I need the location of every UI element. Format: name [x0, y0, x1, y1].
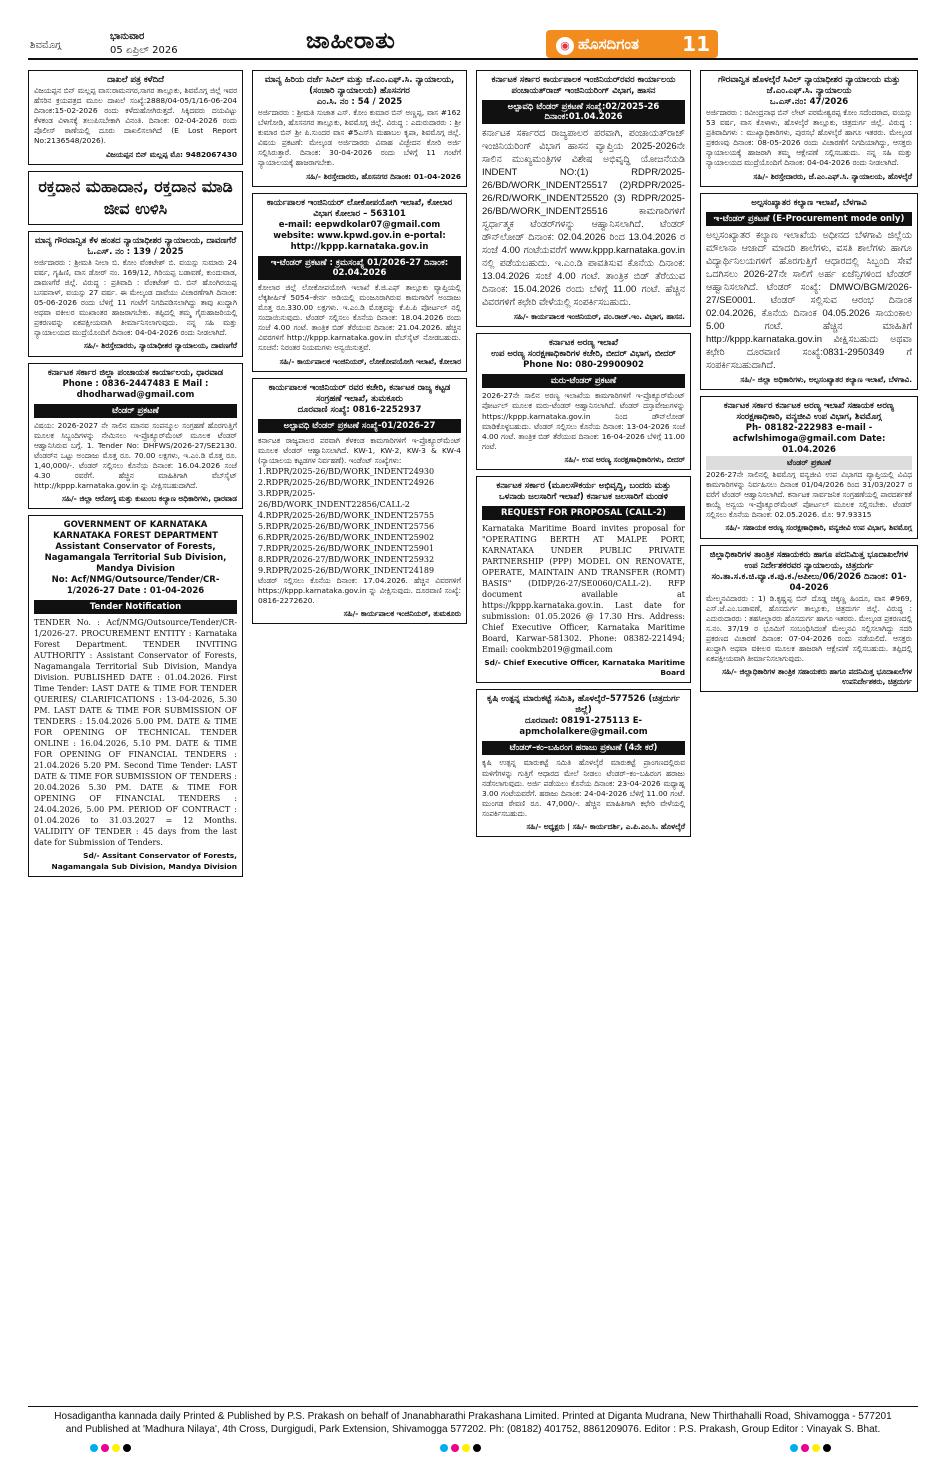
- indent-item: 7.RDPR/2025-26/BD/WORK_INDENT25901: [258, 543, 435, 553]
- registration-dot: [101, 1444, 109, 1452]
- imprint-footer: [28, 1406, 918, 1436]
- notice-body: ಕರ್ನಾಟಕ ಸರ್ಕಾರದ ರಾಜ್ಯಪಾಲರ ಪರವಾಗಿ, ಪಂಚಾಯತ್‌ರಾಜ್ ಇಂಜಿನಿಯರಿಂಗ್ ವಿಭಾಗ ಹಾಸನ ವ್ಯಾಪ್ತಿಯ 2025-2026ನೇ ಸಾಲಿನ ಮುಖ್ಯಮಂತ್ರಿಗಳ ವಿಶೇಷ ಅಭಿವೃದ್ಧಿ ಯೋಜನೆಯಡಿ INDENT NO:(1) RDPR/2025-26/BD/WORK_INDENT25517 (2)RDPR/2025-26/RD/WORK_INDENT25520 (3) RDPR/2025-26/BD/WORK_INDENT25516 ಕಾಮಗಾರಿಗಳಿಗೆ ಸ್ವರ್ಧಾತ್ಮಕ ಟೆಂಡರ್‌ಗಳನ್ನು ಆಹ್ವಾನಿಸಲಾಗಿದೆ. ಟೆಂಡರ್ ಡೌನ್‌ಲೋಡ್ ದಿನಾಂಕ: 02.04.2026 ರಿಂದ 13.04.2026 ರ ಸಂಜೆ 4.00 ಗಂಟೆಯವರೆಗೆ www.kppp.karnataka.gov.in ನಲ್ಲಿ ಪಡೆಯಬಹುದು. ಇ.ಎಂ.ಡಿ ಪಾವತಿಸುವ ಕೊನೆಯ ದಿನಾಂಕ: 13.04.2026 ಸಂಜೆ 4.00 ಗಂಟೆ. ತಾಂತ್ರಿಕ ಬಿಡ್ ತೆರೆಯುವ ದಿನಾಂಕ: 15.04.2026 ರಂದು ಬೆಳಿಗ್ಗೆ 11.00 ಗಂಟೆ. ಹೆಚ್ಚಿನ ವಿವರಗಳಿಗೆ ಕಛೇರಿ ವೇಳೆಯಲ್ಲಿ ಸಂಪರ್ಕಿಸಬಹುದು.: [482, 128, 685, 309]
- notice-banner: ಅಲ್ಪಾವಧಿ ಟೆಂಡರ್ ಪ್ರಕಟಣೆ ಸಂಖ್ಯೆ-01/2026-27: [258, 419, 461, 433]
- notice-subheading: Phone : 0836-2447483 E Mail : dhodharwad@gmail.com: [62, 378, 209, 400]
- notice-heading: ಜಿಲ್ಲಾಧಿಕಾರಿಗಳ ತಾಂತ್ರಿಕ ಸಹಾಯಕರು ಹಾಗೂ ಪದನಿಮಿತ್ತ ಭೂದಾಖಲೆಗಳ ಉಪ ನಿರ್ದೇಶಕರವರ ನ್ಯಾಯಾಲಯ, ಚಿತ್ರದುರ್ಗ: [709, 549, 909, 571]
- notice-body: ಕೃಷಿ ಉತ್ಪನ್ನ ಮಾರುಕಟ್ಟೆ ಸಮಿತಿ ಹೊಳಲ್ಕೆರೆ ಮಾರುಕಟ್ಟೆ ಪ್ರಾಂಗಣದಲ್ಲಿರುವ ಮಳಿಗೆಗಳನ್ನು ಗುತ್ತಿಗೆ ಆಧಾರದ ಮೇಲೆ ನೀಡಲು ಟೆಂಡರ್–ಕಂ–ಬಹಿರಂಗ ಹರಾಜು ನಡೆಸಲಾಗುವುದು. ಅರ್ಜಿ ಪಡೆಯಲು ಕೊನೆಯ ದಿನಾಂಕ: 23-04-2026 ಮಧ್ಯಾಹ್ನ 3.00 ಗಂಟೆಯವರೆಗೆ. ಹರಾಜು ದಿನಾಂಕ: 24-04-2026 ಬೆಳಿಗ್ಗೆ 11.00 ಗಂಟೆ. ಮುಂಗಡ ಠೇವಣಿ ರೂ. 47,000/-. ಹೆಚ್ಚಿನ ಮಾಹಿತಿಗಾಗಿ ಕಛೇರಿ ವೇಳೆಯಲ್ಲಿ ಸಂಪರ್ಕಿಸಬಹುದು.: [482, 758, 685, 818]
- notice-subheading: No: Acf/NMG/Outsource/Tender/CR-1/2026-27 Date : 01-04-2026: [51, 575, 220, 597]
- notice-signature: ಸಹಿ/- ಶಿರಸ್ತೇದಾರರು, ಹೊಸನಗರ ದಿನಾಂಕ: 01-04-2026: [306, 171, 461, 181]
- registration-dot: [473, 1444, 481, 1452]
- notice-subheading: ಉಪ ಅರಣ್ಯ ಸಂರಕ್ಷಣಾಧಿಕಾರಿಗಳ ಕಚೇರಿ, ಬೀದರ್ ವಿಭಾಗ, ಬೀದರ್ Phone No: 080-29900902: [491, 349, 676, 371]
- indent-item: 6.RDPR/2025-26/BD/WORK_INDENT25902: [258, 532, 435, 542]
- notice-box: [476, 689, 691, 837]
- notice-body: ಅಲ್ಪಸಂಖ್ಯಾತರ ಕಲ್ಯಾಣ ಇಲಾಖೆಯ ಅಧೀನದ ಬೆಳಗಾವಿ ಜಿಲ್ಲೆಯ ಮೌಲಾನಾ ಆಜಾದ್ ಮಾದರಿ ಶಾಲೆಗಳು, ವಸತಿ ಶಾಲೆಗಳು ಹಾಗೂ ವಿದ್ಯಾರ್ಥಿನಿಲಯಗಳಿಗೆ ಹೊರಗುತ್ತಿಗೆ ಆಧಾರದಲ್ಲಿ ಸಿಬ್ಬಂದಿ ಸೇವೆ ಒದಗಿಸಲು 2026-27ನೇ ಸಾಲಿಗೆ ಅರ್ಹ ಏಜೆನ್ಸಿಗಳಿಂದ ಟೆಂಡರ್ ಆಹ್ವಾನಿಸಲಾಗಿದೆ. ಟೆಂಡರ್ ಸಂಖ್ಯೆ: DMWO/BGM/2026-27/SE0001. ಟೆಂಡರ್ ಸಲ್ಲಿಸುವ ಆರಂಭ ದಿನಾಂಕ 02.04.2026, ಕೊನೆಯ ದಿನಾಂಕ 04.05.2026 ಸಾಯಂಕಾಲ 5.00 ಗಂಟೆ. ಹೆಚ್ಚಿನ ಮಾಹಿತಿಗೆ http://kppp.karnataka.gov.in ವೀಕ್ಷಿಸಬಹುದು ಅಥವಾ ಕಛೇರಿ ದೂರವಾಣಿ ಸಂಖ್ಯೆ:0831-2950349 ಗೆ ಸಂಪರ್ಕಿಸಬಹುದಾಗಿದೆ.: [706, 229, 912, 371]
- notice-body: ಟೆಂಡರ್ ಸಲ್ಲಿಸಲು ಕೊನೆಯ ದಿನಾಂಕ: 17.04.2026. ಹೆಚ್ಚಿನ ವಿವರಗಳಿಗೆ https://kppp.karnataka.gov.in ನ್ನು ವೀಕ್ಷಿಸುವುದು. ದೂರವಾಣಿ ಸಂಖ್ಯೆ: 0816-2272620.: [258, 575, 461, 606]
- notice-signature: ಸಹಿ/- ಶಿರಸ್ತೇದಾರರು, ನ್ಯಾಯಾಧೀಶರ ನ್ಯಾಯಾಲಯ, ದಾವಣಗೆರೆ: [83, 341, 237, 351]
- notice-box: [700, 396, 918, 539]
- notice-signature: Sd/- Assitant Conservator of Forests, Nagamangala Sub Division, Mandya Division: [51, 851, 237, 871]
- notice-body: ಅರ್ಜಿದಾರರು : ಶ್ರೀಮತಿ ಸುಜಾತ ಎಸ್. ಕೋಂ ಕುಮಾರ ಬಿನ್ ಅಣ್ಣಪ್ಪ, ವಾಸ #162 ಬೆಳಗೋಡಿ, ಹೊಸನಗರ ತಾಲ್ಲೂಕು, ಶಿವಮೊಗ್ಗ ಜಿಲ್ಲೆ. ವಿರುದ್ಧ : ಎದುರುದಾರರು : ಶ್ರೀ ಕುಮಾರ ಬಿನ್ ಶ್ರೀ ಪಿ.ಸುಂದರ ವಾಸ #5ಎಸ್‌ಸಿ ಮಹಾಬಲ ಕೃಪಾ, ಶಿವಮೊಗ್ಗ ಜಿಲ್ಲೆ. ವಿಷಯ ಪ್ರಕಟಣೆ: ಮೇಲ್ಕಂಡ ಅರ್ಜಿದಾರರು ವಿವಾಹ ವಿಚ್ಛೇದನ ಕೋರಿ ಅರ್ಜಿ ಸಲ್ಲಿಸಿರುತ್ತಾರೆ. ದಿನಾಂಕ: 30-04-2026 ರಂದು ಬೆಳಿಗ್ಗೆ 11 ಗಂಟೆಗೆ ನ್ಯಾಯಾಲಯಕ್ಕೆ ಹಾಜರಾಗಬೇಕು.: [258, 108, 461, 168]
- notice-banner: REQUEST FOR PROPOSAL (CALL-2): [482, 506, 685, 520]
- indent-item: 5.RDPR/2025-26/BD/WORK_INDENT25756: [258, 521, 435, 531]
- notice-body: ಮೇಲ್ಮನವಿದಾರರು : 1) ಡಿ.ಕೃಷ್ಣಪ್ಪ ಬಿನ್ ದೊಡ್ಡ ಚಿಕ್ಕಣ್ಣ ಹಿಂದೂ, ವಾಸ #969, ಎಸ್.ಜೆ.ಎಂ.ಬಡಾವಣೆ, ಹೊಸದುರ್ಗ ತಾಲ್ಲೂಕು, ಚಿತ್ರದುರ್ಗ ಜಿಲ್ಲೆ. ವಿರುದ್ಧ : ಎದುರುದಾರರು : ತಹಸೀಲ್ದಾರರು ಹೊಸದುರ್ಗ ಹಾಗೂ ಇತರರು. ಮೇಲ್ಕಂಡ ಪ್ರಕರಣದಲ್ಲಿ ಸ.ನಂ. 37/19 ರ ಭೂಮಿಗೆ ಸಂಬಂಧಿಸಿದಂತೆ ಮೇಲ್ಮನವಿ ಸಲ್ಲಿಸಲಾಗಿದ್ದು ಸದರಿ ಪ್ರಕರಣದ ವಿಚಾರಣೆ ದಿನಾಂಕ: 07-04-2026 ರಂದು ನಡೆಯಲಿದೆ. ಆಸಕ್ತರು ಖುದ್ದಾಗಿ ಅಥವಾ ವಕೀಲರ ಮೂಲಕ ಹಾಜರಾಗಿ ಆಕ್ಷೇಪಣೆ ಸಲ್ಲಿಸಬಹುದು. ತಪ್ಪಿದಲ್ಲಿ ಏಕಪಕ್ಷೀಯವಾಗಿ ತೀರ್ಮಾನಿಸಲಾಗುವುದು.: [706, 593, 912, 664]
- registration-marks-left: [90, 1444, 131, 1452]
- registration-dot: [790, 1444, 798, 1452]
- logo-emblem-icon: ◉: [556, 37, 574, 55]
- notice-box: [700, 70, 918, 187]
- notice-subheading: ದೂರವಾಣಿ: 08191-275113 E-apmcholalkere@gmail.com: [519, 716, 648, 738]
- notice-signature: ಸಹಿ/- ಶಿರಸ್ತೇದಾರರು, ಜೆ.ಎಂ.ಎಫ್.ಸಿ. ನ್ಯಾಯಾಲಯ, ಹೊಳಲ್ಕೆರೆ: [753, 171, 912, 181]
- notice-signature: ಸಹಿ/- ಜಿಲ್ಲಾಧಿಕಾರಿಗಳ ತಾಂತ್ರಿಕ ಸಹಾಯಕರು ಹಾಗೂ ಪದನಿಮಿತ್ತ ಭೂದಾಖಲೆಗಳ ಉಪನಿರ್ದೇಶಕರು, ಚಿತ್ರದುರ್ಗ: [722, 667, 912, 687]
- notice-banner: ಟೆಂಡರ್–ಕಂ–ಬಹಿರಂಗ ಹರಾಜು ಪ್ರಕಟಣೆ (4ನೇ ಕರೆ): [482, 741, 685, 755]
- notice-signature: ಸಹಿ/- ಕಾರ್ಯಪಾಲಕ ಇಂಜಿನಿಯರ್, ತುಮಕೂರು: [343, 609, 461, 619]
- date-block: [110, 30, 178, 58]
- notice-banner: ಇ-ಟೆಂಡರ್ ಪ್ರಕಟಣೆ : ಕ್ರಮಸಂಖ್ಯೆ 01/2026-27 ದಿನಾಂಕ: 02.04.2026: [258, 256, 461, 280]
- registration-dot: [462, 1444, 470, 1452]
- indent-item: 9.RDPR/2025-26/BD/WORK_INDENT24189: [258, 565, 435, 575]
- notice-box: [700, 193, 918, 390]
- notice-body-english: Karnataka Maritime Board invites proposal for "OPERATING BERTH AT MALPE PORT, KARNATAKA UNDER PUBLIC PRIVATE PARTNERSHIP (PPP) MODEL ON RENOVATE, OPERATE, MAINTAIN AND TRANSFER (ROMT) BASIS" (DIDP/26-27/SE0060/CALL-2). RFP document available at https://kppp.karnataka.gov.in. Last date for submission: 01.05.2026 @ 17.30 Hrs. Address: Chief Executive Officer, Karnataka Maritime Board, Karwar-581302. Phone: 08382-221494; Email: cookmb2019@gmail.com: [482, 524, 685, 655]
- registration-marks-center: [440, 1444, 481, 1452]
- column-3: [476, 70, 691, 843]
- notice-heading: ಗೌರವಾನ್ವಿತ ಹೊಳಲ್ಕೆರೆ ಸಿವಿಲ್ ನ್ಯಾಯಾಧೀಶರ ನ್ಯಾಯಾಲಯ ಮತ್ತು ಜೆ.ಎಂ.ಎಫ್.ಸಿ. ನ್ಯಾಯಾಲಯ: [717, 75, 900, 96]
- indent-item: 1.RDPR/2025-26/BD/WORK_INDENT24930: [258, 466, 435, 476]
- column-1: [28, 70, 243, 883]
- column-4: [700, 70, 918, 698]
- notice-signature: ಸಹಿ/- ಜಿಲ್ಲಾ ಅಧಿಕಾರಿಗಳು, ಅಲ್ಪಸಂಖ್ಯಾತರ ಕಲ್ಯಾಣ ಇಲಾಖೆ, ಬೆಳಗಾವಿ.: [740, 374, 912, 384]
- notice-heading: ಕರ್ನಾಟಕ ಅರಣ್ಯ ಇಲಾಖೆ: [548, 338, 619, 349]
- notice-box: [28, 70, 243, 165]
- notice-body: ಅರ್ಜಿದಾರರು : ರವೀಂದ್ರನಾಥ ಬಿನ್ ಲೇಟ್ ಪರಮೇಶ್ವರಪ್ಪ ಕೋಂ ಸದೆಂದರಾದ, ವಯಸ್ಸು 53 ವರ್ಷ, ವಾಸ ಕೊಳಾಳು, ಹೊಳಲ್ಕೆರೆ ತಾಲ್ಲೂಕು, ಚಿತ್ರದುರ್ಗ ಜಿಲ್ಲೆ. ವಿರುದ್ಧ : ಪ್ರತಿವಾದಿಗಳು : ಮುಖ್ಯಾಧಿಕಾರಿಗಳು, ಪುರಸಭೆ ಹೊಳಲ್ಕೆರೆ ಹಾಗೂ ಇತರರು. ಮೇಲ್ಕಂಡ ಪ್ರಕರಣವು ದಿನಾಂಕ: 08-05-2026 ರಂದು ವಿಚಾರಣೆಗೆ ನಿಗದಿಯಾಗಿದ್ದು, ಆಸಕ್ತರು ನ್ಯಾಯಾಲಯಕ್ಕೆ ಹಾಜರಾಗಿ ತಮ್ಮ ಆಕ್ಷೇಪಣೆ ಸಲ್ಲಿಸಬಹುದು. ನನ್ನ ಸಹಿ ಮತ್ತು ನ್ಯಾಯಾಲಯದ ಮುದ್ರೆಯೊಂದಿಗೆ ದಿನಾಂಕ: 04-04-2026 ರಂದು ನೀಡಲಾಗಿದೆ.: [706, 108, 912, 168]
- newspaper-logo: [546, 30, 718, 58]
- imprint-line-1: Hosadigantha kannada daily Printed & Published by P.S. Prakash on behalf of Jnanabharathi Prakashana Limited. Printed at Diganta Mudrana, New Thirthahalli Road, Shivamogga - 577201: [54, 1411, 892, 1422]
- notice-signature: ವಿಜಯಪ್ಪನ ಬಿನ್ ಮಲ್ಲಪ್ಪ ಮೊ: 9482067430: [106, 149, 237, 159]
- notice-banner: ಇ-ಟೆಂಡರ್ ಪ್ರಕಟಣೆ (E-Procurement mode only): [706, 212, 912, 226]
- notice-heading: ಕರ್ನಾಟಕ ಸರ್ಕಾರ ಜಿಲ್ಲಾ ಪಂಚಾಯತ ಕಾರ್ಯಾಲಯ, ಧಾರವಾಡ: [47, 367, 224, 378]
- notice-box: [28, 515, 243, 876]
- registration-dot: [123, 1444, 131, 1452]
- indent-item: 4.RDPR/2025-26/BD/WORK_INDENT25755: [258, 510, 435, 520]
- notice-label: ಟೆಂಡರ್ ಪ್ರಕಟಣೆ: [706, 456, 912, 470]
- notice-body: ಅರ್ಜಿದಾರರು : ಶ್ರೀಮತಿ ನೀಲಾ ಬಿ. ಕೋಂ ವೆಂಕಟೇಶ್ ಬಿ. ವಯಸ್ಸು ಸುಮಾರು 24 ವರ್ಷ, ಗೃಹಿಣಿ, ವಾಸ ಡೋರ್ ನಂ. 169/12, ಗಿರಿಯಪ್ಪ ಬಡಾವಣೆ, ಕುಂದುವಾಡ, ದಾವಣಗೆರೆ ಜಿಲ್ಲೆ. ವಿರುದ್ಧ : ಪ್ರತಿವಾದಿ : ವೆಂಕಟೇಶ್ ಬಿ. ಬಿನ್ ಹೊಂಗಿರಯಪ್ಪ ಬಸವನಾಳ್, ವಯಸ್ಸು 27 ವರ್ಷ. ಈ ಮೇಲ್ಕಂಡ ದಾವೆಯು ವಿಚಾರಣೆಗಾಗಿ ದಿನಾಂಕ: 05-06-2026 ರಂದು ಬೆಳಿಗ್ಗೆ 11 ಗಂಟೆಗೆ ನಿಗದಿಪಡಿಸಲಾಗಿದ್ದು ತಾವು ಖುದ್ದಾಗಿ ಅಥವಾ ವಕೀಲರ ಮುಖಾಂತರ ಹಾಜರಾಗಬೇಕು. ತಪ್ಪಿದಲ್ಲಿ ತಮ್ಮ ಗೈರುಹಾಜರಿಯಲ್ಲಿ ಪ್ರಕರಣವನ್ನು ಏಕಪಕ್ಷೀಯವಾಗಿ ತೀರ್ಮಾನಿಸಲಾಗುವುದು. ನನ್ನ ಸಹಿ ಮತ್ತು ನ್ಯಾಯಾಲಯದ ಮುದ್ರೆಯೊಂದಿಗೆ ದಿನಾಂಕ: 04-04-2026 ರಂದು ನೀಡಲಾಗಿದೆ.: [34, 257, 237, 338]
- masthead: [28, 28, 918, 60]
- notice-heading: ಅಲ್ಪಸಂಖ್ಯಾತರ ಕಲ್ಯಾಣ ಇಲಾಖೆ, ಬೆಳಗಾವಿ: [751, 197, 867, 208]
- notice-heading: ದಾಖಲೆ ಪತ್ರ ಕಳೆದಿದೆ: [107, 75, 164, 85]
- notice-box: [252, 378, 467, 625]
- notice-body: ವಿಷಯ: 2026-2027 ನೇ ಸಾಲಿನ ಮಾನವ ಸಂಪನ್ಮೂಲ ಸಂಗ್ರಹಣೆ ಹೊರಗುತ್ತಿಗೆ ಮೂಲಕ ಸಿಬ್ಬಂದಿಗಳನ್ನು ನೇಮಿಸಲು ಇ-ಪ್ರೊಕ್ಯೂರ್‌ಮೆಂಟ್ ಮೂಲಕ ಟೆಂಡರ್ ಆಹ್ವಾನಿಸಿರುವ ಬಗ್ಗೆ. 1. Tender No: DHFWS/2026-27/SE2130. ಟೆಂಡರ್‌ನ ಒಟ್ಟು ಅಂದಾಜು ಮೊತ್ತ ರೂ. 70.00 ಲಕ್ಷಗಳು, ಇ.ಎಂ.ಡಿ ಮೊತ್ತ ರೂ. 1,40,000/-. ಟೆಂಡರ್ ಸಲ್ಲಿಸಲು ಕೊನೆಯ ದಿನಾಂಕ: 16.04.2026 ಸಂಜೆ 4.30 ರವರೆಗೆ. ಹೆಚ್ಚಿನ ಮಾಹಿತಿಗಾಗಿ ವೆಬ್‌ಸೈಟ್ http://kppp.karnataka.gov.in ನ್ನು ವೀಕ್ಷಿಸಬಹುದಾಗಿದೆ.: [34, 420, 237, 491]
- registration-dot: [823, 1444, 831, 1452]
- notice-box: [28, 363, 243, 510]
- notice-heading: ಕಾರ್ಯಪಾಲಕ ಇಂಜಿನಿಯರ್ ಲೋಕೋಪಯೋಗಿ ಇಲಾಖೆ, ಕೋಲಾರ ವಿಭಾಗ ಕೋಲಾರ – 563101: [266, 197, 453, 219]
- notice-subheading: ಎಂ.ಸಿ. ನಂ : 54 / 2025: [316, 97, 403, 107]
- notice-heading: ಕಾರ್ಯಪಾಲಕ ಇಂಜಿನಿಯರ್ ರವರ ಕಚೇರಿ, ಕರ್ನಾಟಕ ರಾಜ್ಯ ಕಟ್ಟಡ ಸಂಗ್ರಹಣೆ ಇಲಾಖೆ, ತುಮಕೂರು: [268, 382, 451, 404]
- registration-dot: [440, 1444, 448, 1452]
- notice-heading: ಕರ್ನಾಟಕ ಸರ್ಕಾರ ಕಾರ್ಯಪಾಲಕ ಇಂಜಿನಿಯರ್‌ರವರ ಕಾರ್ಯಾಲಯ ಪಂಚಾಯತ್‌ರಾಜ್ ಇಂಜಿನಿಯರಿಂಗ್ ವಿಭಾಗ, ಹಾಸನ: [491, 75, 676, 96]
- blood-donation-slogan: ರಕ್ತದಾನ ಮಹಾದಾನ, ರಕ್ತದಾನ ಮಾಡಿ ಜೀವ ಉಳಿಸಿ: [38, 176, 233, 218]
- notice-box: [28, 231, 243, 357]
- notice-body: ಕರ್ನಾಟಕ ರಾಜ್ಯಪಾಲರ ಪರವಾಗಿ ಕೆಳಕಂಡ ಕಾಮಗಾರಿಗಳಿಗೆ ಇ-ಪ್ರೊಕ್ಯೂರ್‌ಮೆಂಟ್ ಮೂಲಕ ಟೆಂಡರ್ ಆಹ್ವಾನಿಸಲಾಗಿದೆ. KW-1, KW-2, KW-3 & KW-4 (ನ್ಯಾಯಾಲಯ ಕಟ್ಟಡಗಳ ನಿರ್ವಹಣೆ). ಇಂಡೆಂಟ್ ಸಂಖ್ಯೆಗಳು:: [258, 435, 461, 465]
- notice-heading: ಕೃಷಿ ಉತ್ಪನ್ನ ಮಾರುಕಟ್ಟೆ ಸಮಿತಿ, ಹೊಳಲ್ಕೆರೆ–577526 (ಚಿತ್ರದುರ್ಗ ಜಿಲ್ಲೆ): [487, 694, 680, 716]
- column-2: [252, 70, 467, 630]
- notice-subheading: ಸಂ.ತಾ.ಸ.ಕ.ಚಿ.ವ್ಯಾ.ಕ.ಪು.ಕ./ಅಪೀಲು/06/2026 ದಿನಾಂಕ: 01-04-2026: [711, 571, 907, 593]
- notice-subheading: ದೂರವಾಣಿ ಸಂಖ್ಯೆ: 0816-2252937: [297, 404, 422, 415]
- notice-heading: ಮಾನ್ಯ ಗೌರವಾನ್ವಿತ ಕೆಳ ಹಂತದ ನ್ಯಾಯಾಧೀಶರ ನ್ಯಾಯಾಲಯ, ದಾವಣಗೆರೆ: [34, 235, 237, 246]
- edition-city: ಶಿವಮೊಗ್ಗ: [30, 40, 62, 51]
- notice-signature: ಸಹಿ/- ಕಾರ್ಯಪಾಲಕ ಇಂಜಿನಿಯರ್, ಲೋಕೋಪಯೋಗಿ ಇಲಾಖೆ, ಕೋಲಾರ: [279, 356, 461, 366]
- notice-signature: ಸಹಿ/- ಅಧ್ಯಕ್ಷರು | ಸಹಿ/- ಕಾರ್ಯದರ್ಶಿ, ಎ.ಪಿ.ಎಂ.ಸಿ. ಹೊಳಲ್ಕೆರೆ: [526, 821, 685, 831]
- registration-marks-right: [790, 1444, 831, 1452]
- registration-dot: [112, 1444, 120, 1452]
- notice-box: [252, 70, 467, 187]
- notice-subheading: ಓ.ಎಸ್. ನಂ : 139 / 2025: [87, 246, 184, 257]
- notice-subheading: Ph- 08182-222983 e-mail -acfwlshimoga@gmail.com Date: 01.04.2026: [732, 422, 886, 455]
- notice-box: [28, 171, 243, 225]
- notice-box: [476, 476, 691, 683]
- notice-box: [476, 333, 691, 470]
- notice-signature: ಸಹಿ/- ಕಾರ್ಯಪಾಲಕ ಇಂಜಿನಿಯರ್, ಪಂ.ರಾಜ್.ಇಂ. ವಿಭಾಗ, ಹಾಸನ.: [513, 312, 685, 322]
- indent-list: [258, 466, 461, 576]
- notice-heading: GOVERNMENT OF KARNATAKA KARNATAKA FOREST DEPARTMENT Assistant Conservator of Forests, Nagamangala Territorial Sub Division, Mandya Division: [44, 520, 227, 575]
- notice-body: 2026-27ನೇ ಸಾಲಿನಲ್ಲಿ ಶಿವಮೊಗ್ಗ ವನ್ಯಜೀವಿ ಉಪ ವಿಭಾಗದ ವ್ಯಾಪ್ತಿಯಲ್ಲಿ ವಿವಿಧ ಕಾಮಗಾರಿಗಳನ್ನು ನಿರ್ವಹಿಸಲು ದಿನಾಂಕ 01/04/2026 ರಿಂದ 31/03/2027 ರ ವರೆಗೆ ಟೆಂಡರ್ ಆಹ್ವಾನಿಸಲಾಗಿದೆ. ಕರ್ನಾಟಕ ಸಾರ್ವಜನಿಕ ಸಂಗ್ರಹಣೆಯಲ್ಲಿ ಪಾರದರ್ಶಕತೆ ಕಾಯ್ದೆ ಅನ್ವಯ ಇ-ಪ್ರೊಕ್ಯೂರ್‌ಮೆಂಟ್ ಪೋರ್ಟಲ್ ಮೂಲಕ ಸಲ್ಲಿಸಬೇಕು. ಟೆಂಡರ್ ಸಲ್ಲಿಸಲು ಕೊನೆಯ ದಿನಾಂಕ: 02.05.2026. ಮೊ: 97.93315: [706, 469, 912, 520]
- day-label: ಭಾನುವಾರ: [110, 31, 145, 42]
- notice-heading: ಕರ್ನಾಟಕ ಸರ್ಕಾರ ಕರ್ನಾಟಕ ಅರಣ್ಯ ಇಲಾಖೆ ಸಹಾಯಕ ಅರಣ್ಯ ಸಂರಕ್ಷಣಾಧಿಕಾರಿ, ವನ್ಯಜೀವಿ ಉಪ ವಿಭಾಗ, ಶಿವಮೊಗ್ಗ: [723, 400, 895, 422]
- notice-body: ಕೋಲಾರ ಜಿಲ್ಲೆ ಲೋಕೋಪಯೋಗಿ ಇಲಾಖೆ ಕೆ.ಜಿ.ಎಫ್ ತಾಲ್ಲೂಕು ವ್ಯಾಪ್ತಿಯಲ್ಲಿ ಲೆಕ್ಕಶೀರ್ಷಿಕೆ 5054–ಕೇರ್ನ ಅಡಿಯಲ್ಲಿ ಮಂಜೂರಾಗಿರುವ ಕಾಮಗಾರಿಗೆ ಅಂದಾಜು ಮೊತ್ತ ರೂ.330.00 ಲಕ್ಷಗಳು. ಇ.ಎಂ.ಡಿ ಮೊತ್ತವನ್ನು ಕೆ.ಪಿ.ಪಿ ಪೋರ್ಟಲ್ ನಲ್ಲಿ ಸಂದಾಯಿಸುವುದು. ಟೆಂಡರ್ ಸಲ್ಲಿಸಲು ಕೊನೆಯ ದಿನಾಂಕ: 18.04.2026 ರಂದು ಸಂಜೆ 4.00 ಗಂಟೆ. ತಾಂತ್ರಿಕ ಬಿಡ್ ತೆರೆಯುವ ದಿನಾಂಕ: 21.04.2026. ಹೆಚ್ಚಿನ ವಿವರಗಳಿಗೆ http://kppp.karnataka.gov.in ವೆಬ್‌ಸೈಟ್ ನೋಡಬಹುದು. ಸೂಚನೆ: ನಿರಂತರ ನಿಯಮಗಳು ಅನ್ವಯಿಸುತ್ತವೆ.: [258, 282, 461, 353]
- indent-item: 2.RDPR/2025-26/BD/WORK_INDENT24926: [258, 477, 435, 487]
- date-label: 05 ಏಪ್ರಿಲ್ 2026: [110, 45, 178, 56]
- registration-dot: [801, 1444, 809, 1452]
- page-title: ಜಾಹೀರಾತು: [306, 28, 396, 54]
- page-number: 11: [682, 32, 710, 56]
- notice-body: ವಿಜಯಪ್ಪನ ಬಿನ್ ಮಲ್ಲಪ್ಪ ವಾಸ:ರಾಮನಗರ,ಸಾಗರ ತಾಲ್ಲೂಕು, ಶಿವಮೊಗ್ಗ ಜಿಲ್ಲೆ ಇವರ ಹೆಸರಿನ ಕ್ರಯಪತ್ರದ ಮೂಲ ದಾಖಲೆ ಸಂಖ್ಯೆ:2888/04-05/1/16-06-204 ದಿನಾಂಕ:15-02-2026 ರಂದು ಕಳೆದುಹೋಗಿರುತ್ತದೆ. ಸಿಕ್ಕಿದವರು ದಯವಿಟ್ಟು ಕೆಳಕಂಡ ವಿಳಾಸಕ್ಕೆ ತಲುಪಿಸಬೇಕಾಗಿ ವಿನಂತಿ. ದಿನಾಂಕ: 02-04-2026 ರಂದು ಪೊಲೀಸ್ ಠಾಣೆಯಲ್ಲಿ ದೂರು ದಾಖಲಿಸಲಾಗಿದೆ (E Lost Report No:2136548/2026).: [34, 86, 237, 146]
- notice-banner: ಮರು-ಟೆಂಡರ್ ಪ್ರಕಟಣೆ: [482, 374, 685, 388]
- notice-banner: ಅಲ್ಪಾವಧಿ ಟೆಂಡರ್ ಪ್ರಕಟಣೆ ಸಂಖ್ಯೆ:02/2025-26 ದಿನಾಂಕ:01.04.2026: [482, 100, 685, 124]
- imprint-line-2: and Published at 'Madhura Nilaya', 4th Cross, Durgigudi, Park Extension, Shivamogga 577202. Ph: (08182) 401752, 8861209076. Editor : P.S. Prakash, Group Editor : Vinayak S. Bhat.: [65, 1424, 881, 1435]
- notice-banner: Tender Notification: [34, 600, 237, 614]
- notice-heading: ಕರ್ನಾಟಕ ಸರ್ಕಾರ (ಮೂಲಸೌಕರ್ಯ ಅಭಿವೃದ್ಧಿ, ಬಂದರು ಮತ್ತು ಒಳನಾಡು ಜಲಸಾರಿಗೆ ಇಲಾಖೆ) ಕರ್ನಾಟಕ ಜಲಸಾರಿಗೆ ಮಂಡಳಿ: [496, 481, 671, 503]
- notice-body: 2026-27ನೇ ಸಾಲಿನ ಅರಣ್ಯ ಇಲಾಖೆಯ ಕಾಮಗಾರಿಗಳಿಗೆ ಇ-ಪ್ರೊಕ್ಯೂರ್‌ಮೆಂಟ್ ಪೋರ್ಟಲ್ ಮೂಲಕ ಮರು-ಟೆಂಡರ್ ಆಹ್ವಾನಿಸಲಾಗಿದೆ. ಟೆಂಡರ್ ದಸ್ತಾವೇಜುಗಳನ್ನು https://kppp.karnataka.gov.in ನಿಂದ ಡೌನ್‌ಲೋಡ್ ಮಾಡಿಕೊಳ್ಳಬಹುದು. ಟೆಂಡರ್ ಸಲ್ಲಿಸಲು ಕೊನೆಯ ದಿನಾಂಕ: 13-04-2026 ಸಂಜೆ 4.00 ಗಂಟೆ. ತಾಂತ್ರಿಕ ಬಿಡ್ ತೆರೆಯುವ ದಿನಾಂಕ: 16-04-2026 ಬೆಳಿಗ್ಗೆ 11.00 ಗಂಟೆ.: [482, 391, 685, 451]
- indent-item: 3.RDPR/2025-26/BD/WORK_INDENT22856/CALL-2: [258, 488, 410, 509]
- notice-body-english: TENDER No. : Acf/NMG/Outsource/Tender/CR-1/2026-27. PROCUREMENT ENTITY : Karnataka Forest Department. TENDER INVITING AUTHORITY : Assistant Conservator of Forests, Nagamangala Territorial Sub Division, Mandya Division. PUBLISHED DATE : 01.04.2026. First Time Tender: LAST DATE & TIME FOR TENDER QUERIES/ CLARIFICATIONS : 13-04-2026, 5.30 PM. LAST DATE & TIME FOR SUBMISSION OF TENDERS : 15.04.2026 5.00 PM. DATE & TIME FOR OPENING OF TECHNICAL TENDER ONLINE : 16.04.2026, 5.10 PM. DATE & TIME FOR OPENING OF FINANCIAL TENDERS : 21.04.2026 5.20 PM. Second Time Tender: LAST DATE & TIME FOR SUBMISSION OF TENDERS : 20.04.2026 5.30 PM. DATE & TIME FOR OPENING OF FINANCIAL TENDERS : 24.04.2026, 5.00 PM. PERIOD OF CONTRACT : 01.04.2026 to 31.03.2027 = 12 Months. VALIDITY OF TENDER : 45 days from the last date for Submission of Tenders.: [34, 618, 237, 848]
- indent-item: 8.RDPR/2026-27/BD/WORK_INDENT25932: [258, 554, 435, 564]
- registration-dot: [812, 1444, 820, 1452]
- registration-dot: [451, 1444, 459, 1452]
- registration-dot: [90, 1444, 98, 1452]
- notice-signature: Sd/- Chief Executive Officer, Karnataka Maritime Board: [484, 658, 685, 678]
- notice-box: [700, 545, 918, 693]
- notice-box: [476, 70, 691, 327]
- notice-signature: ಸಹಿ/- ಸಹಾಯಕ ಅರಣ್ಯ ಸಂರಕ್ಷಣಾಧಿಕಾರಿ, ವನ್ಯಜೀವಿ ಉಪ ವಿಭಾಗ, ಶಿವಮೊಗ್ಗ: [725, 523, 912, 533]
- notice-signature: ಸಹಿ/- ಉಪ ಅರಣ್ಯ ಸಂರಕ್ಷಣಾಧಿಕಾರಿಗಳು, ಬೀದರ್: [564, 454, 685, 464]
- notice-box: [252, 193, 467, 372]
- notice-banner: ಟೆಂಡರ್ ಪ್ರಕಟಣೆ: [34, 404, 237, 418]
- notice-subheading: e-mail: eepwdkolar07@gmail.com website: www.kpwd.gov.in e-portal: http://kppp.karnataka.gov.in: [273, 219, 446, 252]
- notice-signature: ಸಹಿ/- ಜಿಲ್ಲಾ ಆರೋಗ್ಯ ಮತ್ತು ಕುಟುಂಬ ಕಲ್ಯಾಣ ಅಧಿಕಾರಿಗಳು, ಧಾರವಾಡ: [61, 494, 237, 504]
- logo-text: ಹೊಸದಿಗಂತ: [578, 35, 639, 53]
- notice-heading: ಮಾನ್ಯ ಹಿರಿಯ ದರ್ಜೆ ಸಿವಿಲ್ ಮತ್ತು ಜೆ.ಎಂ.ಎಫ್.ಸಿ. ನ್ಯಾಯಾಲಯ, (ಸಂಚಾರಿ ನ್ಯಾಯಾಲಯ) ಹೊಸನಗರ: [264, 75, 455, 96]
- notice-subheading: ಒ.ಎಸ್.ನಂ: 47/2026: [769, 97, 849, 107]
